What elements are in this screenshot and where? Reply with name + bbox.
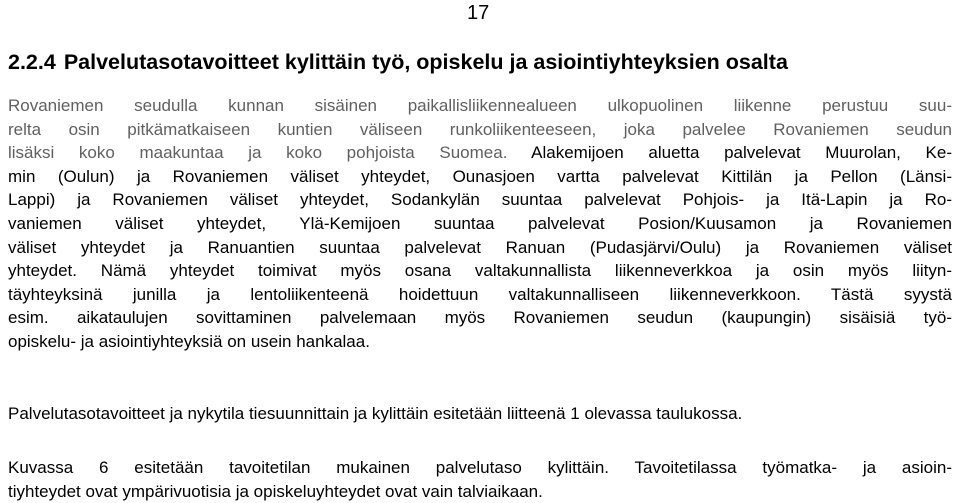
line-text: min (Oulun) ja Rovaniemen väliset yhteydet, Ounasjoen vartta palvelevat Kittilän ja Pellon (Länsi-	[8, 166, 952, 186]
paragraph-1	[8, 94, 952, 354]
paragraph-line	[8, 236, 952, 260]
paragraph-line	[8, 188, 952, 212]
paragraph-line	[8, 94, 952, 118]
paragraph-line	[8, 456, 952, 480]
paragraph-line	[8, 480, 952, 503]
paragraph-line	[8, 165, 952, 189]
line-text: esim. aikataulujen sovittaminen palvelemaan myös Rovaniemen seudun (kaupungin) sisäisiä työ-	[8, 308, 952, 328]
line-text: täyhteyksinä junilla ja lentoliikenteenä hoidettuun valtakunnalliseen liikenneverkkoon. Tästä syystä	[8, 284, 952, 304]
paragraph-line	[8, 118, 952, 142]
line-text: vaniemen väliset yhteydet, Ylä-Kemijoen suuntaa palvelevat Posion/Kuusamon ja Rovaniemen	[8, 213, 952, 233]
paragraph-line	[8, 283, 952, 307]
line-text: Alakemijoen aluetta palvelevat Muurolan, Ke-	[507, 143, 952, 163]
line-text: yhteydet. Nämä yhteydet toimivat myös osana valtakunnallista liikenneverkkoa ja osin myös liityn-	[8, 261, 952, 281]
line-text-gray: lisäksi koko maakuntaa ja koko pohjoista Suomea.	[8, 143, 508, 163]
line-text-gray: relta osin pitkämatkaiseen kuntien väliseen runkoliikenteeseen, joka palvelee Rovaniemen seudun	[8, 119, 952, 139]
paragraph-3	[8, 456, 952, 503]
line-text: väliset yhteydet ja Ranuantien suuntaa palvelevat Ranuan (Pudasjärvi/Oulu) ja Rovaniemen väliset	[8, 237, 952, 257]
line-text: tiyhteydet ovat ympärivuotisia ja opiskeluyhteydet ovat vain talviaikaan.	[8, 481, 543, 501]
paragraph-line	[8, 402, 952, 426]
paragraph-line	[8, 259, 952, 283]
section-number: 2.2.4	[8, 50, 56, 74]
paragraph-line	[8, 306, 952, 330]
page-number: 17	[467, 2, 490, 24]
paragraph-line	[8, 141, 952, 165]
paragraph-2	[8, 402, 952, 426]
line-text-gray: Rovaniemen seudulla kunnan sisäinen paikallisliikennealueen ulkopuolinen liikenne perustuu suu-	[8, 96, 952, 115]
line-text: opiskelu- ja asiointiyhteyksiä on usein hankalaa.	[8, 331, 370, 351]
section-title: Palvelutasotavoitteet kylittäin työ, opiskelu ja asiointiyhteyksien osalta	[63, 50, 788, 74]
line-text: Lappi) ja Rovaniemen väliset yhteydet, Sodankylän suuntaa palvelevat Pohjois- ja Itä-Lapin ja Ro-	[8, 190, 952, 210]
line-text: Kuvassa 6 esitetään tavoitetilan mukainen palvelutaso kylittäin. Tavoitetilassa työmatka- ja asioin-	[8, 458, 952, 477]
line-text: Palvelutasotavoitteet ja nykytila tiesuunnittain ja kylittäin esitetään liitteenä 1 olevassa taulukossa.	[8, 404, 743, 423]
paragraph-line	[8, 212, 952, 236]
section-heading	[8, 49, 788, 75]
paragraph-line	[8, 330, 952, 354]
